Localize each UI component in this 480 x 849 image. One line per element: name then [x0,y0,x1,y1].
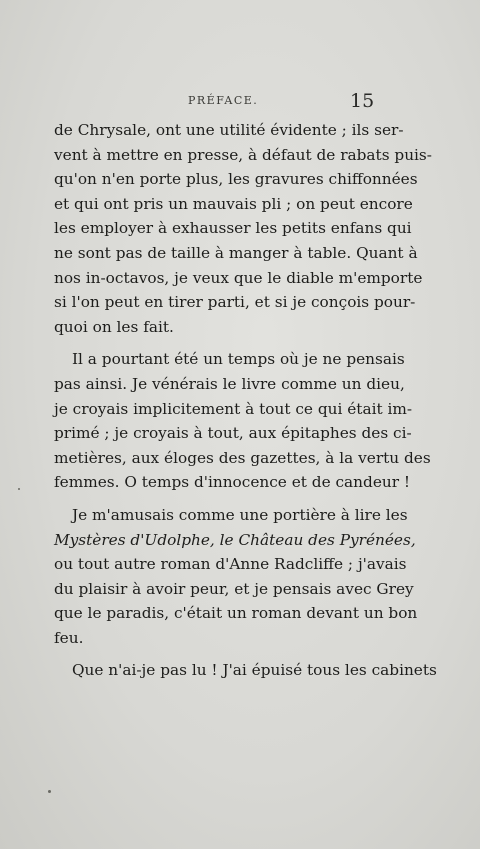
text-line: primé ; je croyais à tout, aux épitaphes des ci- [54,424,412,443]
text-line: je croyais implicitement à tout ce qui était im- [54,399,413,418]
paper-speck [48,790,51,793]
text-line: metières, aux éloges des gazettes, à la vertu des [54,448,431,467]
text-line: ou tout autre roman d'Anne Radcliffe ; j'avais [54,555,407,574]
text-line: Que n'ai-je pas lu ! J'ai épuisé tous les cabinets [72,661,437,680]
running-head [0,92,480,112]
text-line: ne sont pas de taille à manger à table. Quant à [54,243,418,262]
text-line: du plaisir à avoir peur, et je pensais avec Grey [54,579,414,598]
text-line-italic: Mystères d'Udolphe, le Château des Pyrénées, [54,530,416,549]
text-line: femmes. O temps d'innocence et de candeur ! [54,473,411,492]
text-line: quoi on les fait. [54,317,174,336]
paragraph-1 [54,118,432,339]
paragraph-3 [54,503,418,651]
text-line: les employer à exhausser les petits enfans qui [54,219,412,238]
paragraph-4 [54,658,437,683]
text-line: que le paradis, c'était un roman devant un bon [54,604,418,623]
text-line: et qui ont pris un mauvais pli ; on peut encore [54,194,413,213]
text-line: de Chrysale, ont une utilité évidente ; ils ser- [54,121,404,139]
header-title: PRÉFACE. [188,94,259,107]
text-line: nos in-octavos, je veux que le diable m'emporte [54,268,423,287]
text-line: feu. [54,628,84,647]
page-number: 15 [350,90,375,112]
text-line: Il a pourtant été un temps où je ne pensais [72,350,405,369]
paper-speck [18,488,20,490]
text-line: Je m'amusais comme une portière à lire les [72,505,408,524]
body-text [54,118,437,683]
text-line: pas ainsi. Je vénérais le livre comme un dieu, [54,374,405,393]
paragraph-2 [54,347,431,495]
text-line: si l'on peut en tirer parti, et si je conçois pour- [54,293,416,312]
text-line: vent à mettre en presse, à défaut de rabats puis- [54,145,432,164]
text-line: qu'on n'en porte plus, les gravures chiffonnées [54,170,418,189]
